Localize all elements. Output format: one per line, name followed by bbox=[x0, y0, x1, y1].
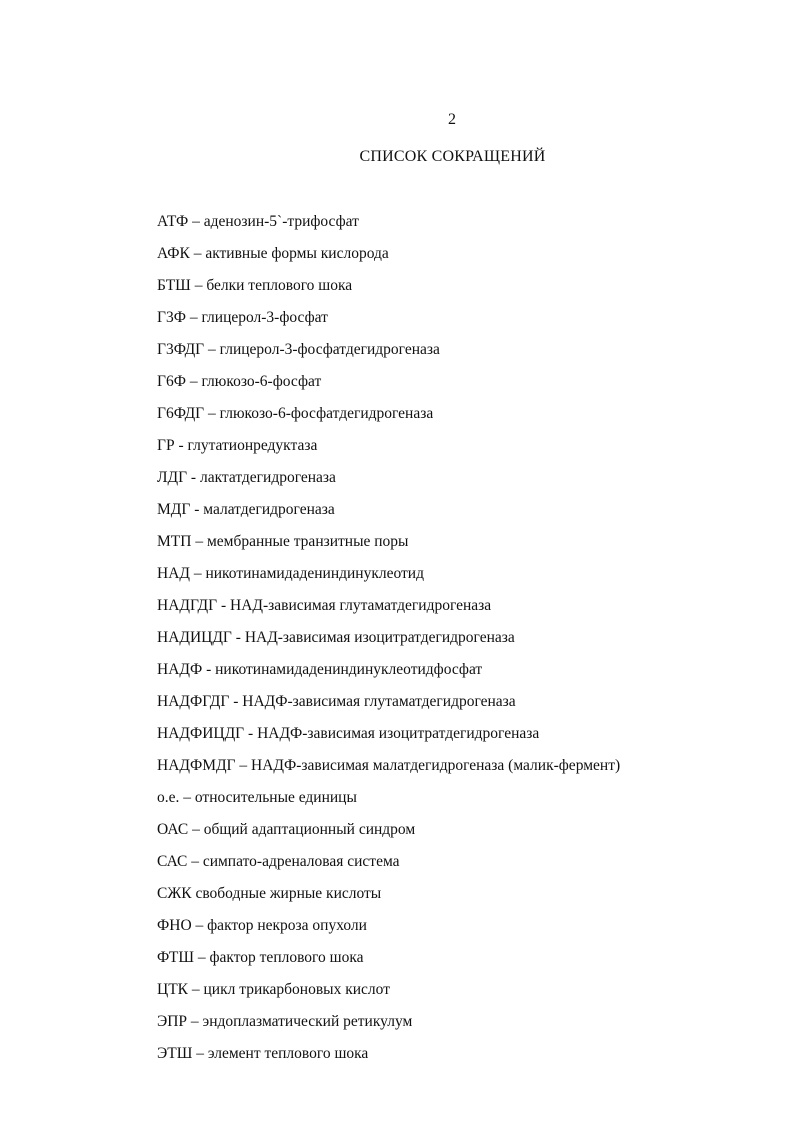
abbreviation-item bbox=[157, 787, 757, 819]
abbreviation-term: НАД bbox=[157, 565, 190, 582]
abbreviation-definition: общий адаптационный синдром bbox=[203, 821, 416, 838]
abbreviation-definition: никотинамидадениндинуклеотидфосфат bbox=[215, 661, 483, 678]
abbreviation-separator: – bbox=[192, 1045, 208, 1062]
abbreviation-term: ЦТК bbox=[157, 981, 188, 998]
abbreviation-definition: НАД-зависимая глутаматдегидрогеназа bbox=[230, 597, 492, 614]
abbreviation-separator: - bbox=[187, 469, 200, 486]
abbreviation-term: НАДФГДГ bbox=[157, 693, 230, 710]
abbreviation-term: ЭТШ bbox=[157, 1045, 193, 1062]
abbreviation-term: ФНО bbox=[157, 917, 192, 934]
abbreviation-term: Г3ФДГ bbox=[157, 341, 205, 358]
abbreviation-item bbox=[157, 435, 757, 467]
abbreviation-term: ФТШ bbox=[157, 949, 194, 966]
abbreviation-definition: глюкозо-6-фосфатдегидрогеназа bbox=[219, 405, 434, 422]
abbreviation-definition: НАДФ-зависимая глутаматдегидрогеназа bbox=[242, 693, 516, 710]
abbreviation-separator: – bbox=[187, 853, 203, 870]
abbreviation-item bbox=[157, 915, 757, 947]
abbreviation-separator: – bbox=[188, 821, 204, 838]
abbreviation-item bbox=[157, 275, 757, 307]
abbreviation-definition: свободные жирные кислоты bbox=[195, 885, 382, 902]
abbreviation-item bbox=[157, 371, 757, 403]
page-number: 2 bbox=[448, 111, 456, 128]
abbreviation-term: ЛДГ bbox=[157, 469, 188, 486]
abbreviation-item bbox=[157, 531, 757, 563]
abbreviation-term: НАДГДГ bbox=[157, 597, 218, 614]
abbreviation-separator: - bbox=[190, 501, 204, 518]
abbreviation-definition: фактор некроза опухоли bbox=[207, 917, 367, 934]
abbreviation-term: БТШ bbox=[157, 277, 191, 294]
abbreviation-definition: глицерол-3-фосфат bbox=[201, 309, 328, 326]
abbreviation-definition: глутатионредуктаза bbox=[187, 437, 318, 454]
abbreviation-item bbox=[157, 627, 757, 659]
abbreviation-item bbox=[157, 563, 757, 595]
abbreviation-item bbox=[157, 1043, 757, 1075]
abbreviation-list bbox=[157, 211, 757, 1075]
abbreviation-separator: – bbox=[185, 309, 202, 326]
abbreviation-separator: – bbox=[204, 341, 220, 358]
abbreviation-item bbox=[157, 307, 757, 339]
abbreviation-definition: глюкозо-6-фосфат bbox=[201, 373, 322, 390]
abbreviation-separator: – bbox=[188, 981, 204, 998]
abbreviation-term: ГР bbox=[157, 437, 175, 454]
abbreviation-separator: – bbox=[179, 789, 195, 806]
abbreviation-term: САС bbox=[157, 853, 188, 870]
abbreviation-separator: – bbox=[188, 213, 204, 230]
abbreviation-term: НАДИЦДГ bbox=[157, 629, 232, 646]
abbreviation-item bbox=[157, 691, 757, 723]
abbreviation-definition: НАДФ-зависимая малатдегидрогеназа (малик-фермент) bbox=[251, 757, 621, 774]
abbreviation-definition: аденозин-5`-трифосфат bbox=[203, 213, 359, 230]
abbreviation-definition: глицерол-3-фосфатдегидрогеназа bbox=[219, 341, 440, 358]
abbreviation-definition: никотинамидадениндинуклеотид bbox=[205, 565, 424, 582]
abbreviation-item bbox=[157, 243, 757, 275]
abbreviation-definition: активные формы кислорода bbox=[205, 245, 389, 262]
abbreviation-definition: фактор теплового шока bbox=[209, 949, 364, 966]
abbreviation-definition: относительные единицы bbox=[194, 789, 357, 806]
abbreviation-term: СЖК bbox=[157, 885, 192, 902]
abbreviation-definition: НАД-зависимая изоцитратдегидрогеназа bbox=[244, 629, 515, 646]
abbreviation-separator: - bbox=[244, 725, 258, 742]
abbreviation-separator: – bbox=[191, 917, 208, 934]
abbreviation-definition: белки теплового шока bbox=[206, 277, 353, 294]
abbreviation-term: АФК bbox=[157, 245, 190, 262]
abbreviation-definition: эндоплазматический ретикулум bbox=[202, 1013, 413, 1030]
abbreviation-item bbox=[157, 499, 757, 531]
abbreviation-term: МДГ bbox=[157, 501, 191, 518]
abbreviation-separator: - bbox=[229, 693, 243, 710]
abbreviation-item bbox=[157, 723, 757, 755]
abbreviation-item bbox=[157, 755, 757, 787]
page-title: СПИСОК СОКРАЩЕНИЙ bbox=[359, 148, 546, 165]
abbreviation-separator: - bbox=[217, 597, 231, 614]
abbreviation-definition: малатдегидрогеназа bbox=[203, 501, 335, 518]
abbreviation-separator: – bbox=[187, 1013, 203, 1030]
abbreviation-term: о.е. bbox=[157, 789, 180, 806]
abbreviation-separator: - bbox=[231, 629, 245, 646]
abbreviation-separator: – bbox=[191, 533, 207, 550]
abbreviation-term: Г3Ф bbox=[157, 309, 186, 326]
abbreviation-term: НАДФМДГ bbox=[157, 757, 236, 774]
abbreviation-separator: – bbox=[190, 277, 207, 294]
abbreviation-term: Г6Ф bbox=[157, 373, 186, 390]
abbreviation-item bbox=[157, 403, 757, 435]
abbreviation-term: АТФ bbox=[157, 213, 189, 230]
abbreviation-separator: - bbox=[174, 437, 188, 454]
abbreviation-item bbox=[157, 211, 757, 243]
abbreviation-term: НАДФИЦДГ bbox=[157, 725, 245, 742]
abbreviation-separator: – bbox=[235, 757, 252, 774]
abbreviation-definition: лактатдегидрогеназа bbox=[199, 469, 336, 486]
abbreviation-separator: – bbox=[185, 373, 202, 390]
abbreviation-item bbox=[157, 819, 757, 851]
abbreviation-item bbox=[157, 883, 757, 915]
abbreviation-item bbox=[157, 659, 757, 691]
abbreviation-definition: симпато-адреналовая система bbox=[202, 853, 400, 870]
abbreviation-term: ЭПР bbox=[157, 1013, 188, 1030]
abbreviation-item bbox=[157, 851, 757, 883]
abbreviation-item bbox=[157, 947, 757, 979]
abbreviation-separator: – bbox=[189, 565, 206, 582]
abbreviation-definition: НАДФ-зависимая изоцитратдегидрогеназа bbox=[257, 725, 540, 742]
abbreviation-term: Г6ФДГ bbox=[157, 405, 205, 422]
abbreviation-item bbox=[157, 979, 757, 1011]
abbreviation-separator: - bbox=[202, 661, 216, 678]
abbreviation-term: МТП bbox=[157, 533, 192, 550]
abbreviation-separator: – bbox=[193, 949, 210, 966]
abbreviation-item bbox=[157, 339, 757, 371]
abbreviation-item bbox=[157, 1011, 757, 1043]
abbreviation-term: НАДФ bbox=[157, 661, 203, 678]
abbreviation-separator: – bbox=[189, 245, 206, 262]
abbreviation-definition: мембранные транзитные поры bbox=[206, 533, 409, 550]
abbreviation-definition: элемент теплового шока bbox=[207, 1045, 369, 1062]
abbreviation-term: ОАС bbox=[157, 821, 189, 838]
abbreviation-item bbox=[157, 595, 757, 627]
abbreviation-definition: цикл трикарбоновых кислот bbox=[203, 981, 390, 998]
abbreviation-item bbox=[157, 467, 757, 499]
abbreviation-separator: – bbox=[204, 405, 220, 422]
